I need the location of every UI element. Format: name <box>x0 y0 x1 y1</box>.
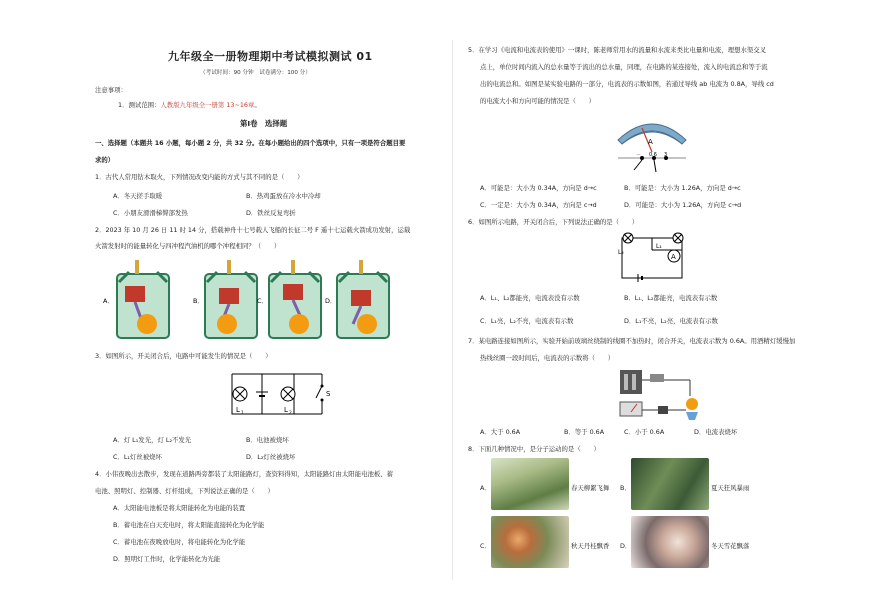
exam-meta: （考试时间：90 分钟 试卷满分：100 分） <box>200 70 311 76</box>
q5-meter-a-label: A <box>648 138 653 146</box>
q8-stem: 8．下面几种情况中，是分子运动的是（ ） <box>468 445 600 453</box>
q3-label-l1: L <box>236 406 240 414</box>
q7-stem-line-2: 热线丝圈一段时间后，电流表的示数将（ ） <box>480 354 615 362</box>
q7-option-a: A．大于 0.6A <box>480 428 521 436</box>
engine-stroke-d <box>325 260 389 338</box>
engine-stroke-b <box>193 260 257 338</box>
q3-option-c: C．L₁灯丝被烧坏 <box>113 453 162 461</box>
q3-label-l2-sub: 2 <box>289 411 292 416</box>
test-range: 人教版九年级全一册第 13~16章 <box>160 101 255 109</box>
q7-apparatus-figure <box>610 366 710 422</box>
section-instruction-2: 求的） <box>95 156 115 164</box>
q7-option-d: D．电流表烧坏 <box>694 428 738 436</box>
q4-stem-line-1: 4．小伟夜晚出去散步，发现在道路两旁都装了太阳能路灯，查资料得知，太阳能路灯由太阳能电池板、蓄 <box>95 470 394 478</box>
q4-option-a: A．太阳能电池板是将太阳能转化为电能的装置 <box>113 504 246 512</box>
q5-stem-line-3: 出的电流总和。如图是某实验电路的一部分，电流表的示数如图，若通过导线 ab 电流为 0.8A，导线 cd <box>480 80 774 88</box>
q3-circuit-diagram <box>222 364 340 424</box>
q5-stem-line-4: 的电流大小和方向可能的情况是（ ） <box>480 97 596 105</box>
q6-option-c: C．L₁亮，L₂不亮，电流表有示数 <box>480 317 574 325</box>
q8-photo-willow <box>491 458 569 510</box>
q5-option-c: C．一定是：大小为 0.34A，方向是 c→d <box>480 201 597 209</box>
q4-option-c: C．蓄电池在夜晚放电时，将电能转化为化学能 <box>113 538 246 546</box>
q6-ammeter-label: A <box>671 253 676 261</box>
q8-option-a-text: 春天柳絮飞舞 <box>571 484 610 492</box>
engine-b-label: B． <box>193 297 204 305</box>
engine-stroke-c <box>257 260 321 338</box>
notes-heading: 注意事项： <box>95 86 127 94</box>
q5-option-d: D．可能是：大小为 1.26A，方向是 c→d <box>624 201 742 209</box>
q8-option-b-label: B． <box>620 484 631 492</box>
q8-photo-osmanthus <box>491 516 569 568</box>
q2-stem-line-2: 火箭发射时的能量转化与四冲程汽油机的哪个冲程相同？（ ） <box>95 242 281 250</box>
q3-stem: 3．如图所示，开关闭合后，电路中可能发生的情况是（ ） <box>95 352 272 360</box>
notes-item-1-prefix: 1．测试范围： <box>118 101 161 109</box>
q1-option-c: C．小朋友滑滑梯臀部发热 <box>113 209 188 217</box>
q3-option-d: D．L₂灯丝被烧坏 <box>246 453 296 461</box>
q3-label-l2: L <box>284 406 288 414</box>
q5-stem-line-1: 5．在学习《电流和电流表的使用》一课时，陈老师常用水的流量和水流来类比电量和电流，理想水渠交叉 <box>468 46 767 54</box>
q6-label-l1: L₁ <box>656 243 662 250</box>
q6-circuit-diagram <box>612 230 696 284</box>
q5-ammeter-figure <box>612 114 692 176</box>
q8-photo-storm <box>631 458 709 510</box>
q1-option-b: B．热鸡蛋放在冷水中冷却 <box>246 192 321 200</box>
engine-stroke-a <box>103 260 169 338</box>
q5-terminal-3: 3 <box>664 152 668 158</box>
q4-option-b: B．蓄电池在白天充电时，将太阳能直接转化为化学能 <box>113 521 265 529</box>
q5-option-b: B．可能是：大小为 1.26A，方向是 d→c <box>624 184 741 192</box>
notes-item-1 <box>118 101 261 109</box>
q4-option-d: D．照明灯工作时，化学能转化为光能 <box>113 555 221 563</box>
q6-option-d: D．L₁不亮，L₂亮，电流表有示数 <box>624 317 718 325</box>
section-title: 第Ⅰ卷 选择题 <box>240 119 288 128</box>
q5-stem-line-2: 点上，单位时间内流入的总水量等于流出的总水量，同理，在电路的某连接处，流入的电流总和等于流 <box>480 63 768 71</box>
q7-option-b: B．等于 0.6A <box>564 428 605 436</box>
q2-stem-line-1: 2．2023 年 10 月 26 日 11 时 14 分，搭载神舟十七号载人飞船的长征二号 F 遥十七运载火箭成功发射，运载 <box>95 226 411 234</box>
q3-option-a: A．灯 L₁发光，灯 L₂不发光 <box>113 436 192 444</box>
q8-option-a-label: A． <box>480 484 491 492</box>
q8-option-c-label: C． <box>480 542 491 550</box>
q1-option-a: A．冬天搓手取暖 <box>113 192 163 200</box>
q8-option-d-label: D． <box>620 542 632 550</box>
q7-stem-line-1: 7．某电路连接如图所示，实验开始前玻璃丝绕制的线圈不加热时，闭合开关，电流表示数为 0.6A。用酒精灯缓慢加 <box>468 337 796 345</box>
q6-option-a: A．L₁、L₂都能亮，电流表没有示数 <box>480 294 580 302</box>
q8-option-b-text: 夏天狂风暴雨 <box>711 484 750 492</box>
q8-option-d-text: 冬天雪花飘落 <box>711 542 750 550</box>
q6-stem: 6．如图所示电路，开关闭合后，下列说法正确的是（ ） <box>468 218 639 226</box>
q6-label-l2: L₂ <box>618 249 624 256</box>
notes-item-1-suffix: 。 <box>254 101 261 109</box>
engine-c-label: C． <box>257 297 268 305</box>
engine-d-label: D． <box>325 297 337 305</box>
engine-a-label: A． <box>103 297 114 305</box>
column-divider <box>452 40 453 580</box>
section-instruction-1: 一、选择题（本题共 16 小题，每小题 2 分，共 32 分。在每小题给出的四个选项中，只有一项是符合题目要 <box>95 139 406 147</box>
exam-title: 九年级全一册物理期中考试模拟测试 01 <box>168 50 373 63</box>
q7-option-c: C．小于 0.6A <box>624 428 665 436</box>
q8-option-c-text: 秋天丹桂飘香 <box>571 542 610 550</box>
q1-option-d: D．铁丝反复弯折 <box>246 209 296 217</box>
q4-stem-line-2: 电池、照明灯、控制器、灯杆组成，下列说法正确的是（ ） <box>95 487 274 495</box>
q6-option-b: B．L₁、L₂都能亮，电流表有示数 <box>624 294 718 302</box>
q5-terminal-minus: － <box>636 152 642 158</box>
q3-label-l1-sub: 1 <box>241 411 244 416</box>
q2-engine-figures <box>95 254 440 344</box>
q5-terminal-06: 0.6 <box>649 152 657 158</box>
q8-photo-snow <box>631 516 709 568</box>
q3-label-s: S <box>326 390 331 398</box>
q1-stem: 1．古代人常用钻木取火，下列情况改变内能的方式与其不同的是（ ） <box>95 173 304 181</box>
q3-option-b: B．电池被烧坏 <box>246 436 289 444</box>
q5-option-a: A．可能是：大小为 0.34A，方向是 d→c <box>480 184 597 192</box>
